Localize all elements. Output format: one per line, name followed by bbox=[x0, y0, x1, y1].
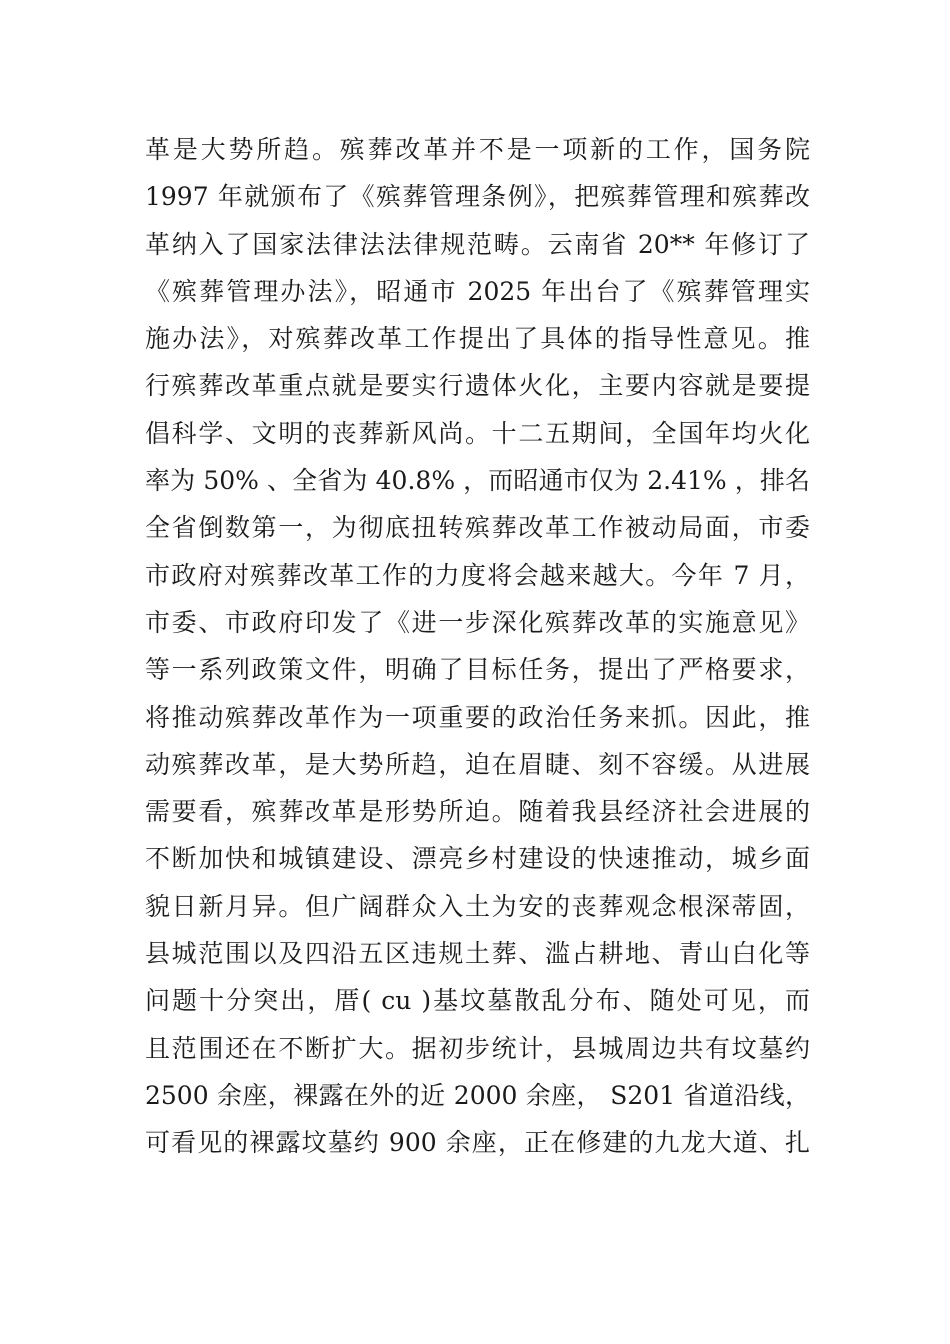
text-line: 且范围还在不断扩大。据初步统计，县城周边共有坟墓约 bbox=[145, 1033, 810, 1063]
text-line: 行殡葬改革重点就是要实行遗体火化，主要内容就是要提 bbox=[145, 371, 810, 401]
text-line: 需要看，殡葬改革是形势所迫。随着我县经济社会进展的 bbox=[145, 797, 810, 827]
text-line: 1997 年就颁布了《殡葬管理条例》，把殡葬管理和殡葬改 bbox=[145, 182, 810, 212]
text-line: 倡科学、文明的丧葬新风尚。十二五期间，全国年均火化 bbox=[145, 418, 810, 448]
text-line: 全省倒数第一，为彻底扭转殡葬改革工作被动局面，市委 bbox=[145, 513, 810, 543]
text-line: 动殡葬改革，是大势所趋，迫在眉睫、刻不容缓。从进展 bbox=[145, 749, 810, 779]
text-line: 问题十分突出，厝( cu )基坟墓散乱分布、随处可见，而 bbox=[145, 986, 810, 1016]
text-line: 市委、市政府印发了《进一步深化殡葬改革的实施意见》 bbox=[145, 607, 810, 637]
text-line: 貌日新月异。但广阔群众入土为安的丧葬观念根深蒂固， bbox=[145, 891, 810, 921]
text-line: 革是大势所趋。殡葬改革并不是一项新的工作，国务院 bbox=[145, 135, 810, 164]
text-line: 率为 50% 、全省为 40.8% ，而昭通市仅为 2.41% ，排名 bbox=[145, 466, 810, 496]
text-line: 市政府对殡葬改革工作的力度将会越来越大。今年 7 月， bbox=[145, 560, 810, 590]
text-line: 施办法》，对殡葬改革工作提出了具体的指导性意见。推 bbox=[145, 324, 810, 354]
text-line: 县城范围以及四沿五区违规土葬、滥占耕地、青山白化等 bbox=[145, 939, 810, 969]
text-line: 2500 余座，裸露在外的近 2000 余座， S201 省道沿线， bbox=[145, 1080, 810, 1110]
text-line: 将推动殡葬改革作为一项重要的政治任务来抓。因此，推 bbox=[145, 702, 810, 732]
text-line: 革纳入了国家法律法法律规范畴。云南省 20** 年修订了 bbox=[145, 229, 810, 259]
text-line: 《殡葬管理办法》，昭通市 2025 年出台了《殡葬管理实 bbox=[145, 276, 810, 306]
text-line: 等一系列政策文件，明确了目标任务，提出了严格要求， bbox=[145, 655, 810, 685]
text-line: 可看见的裸露坟墓约 900 余座，正在修建的九龙大道、扎 bbox=[145, 1128, 810, 1158]
body-text bbox=[145, 126, 810, 1167]
text-line: 不断加快和城镇建设、漂亮乡村建设的快速推动，城乡面 bbox=[145, 844, 810, 874]
